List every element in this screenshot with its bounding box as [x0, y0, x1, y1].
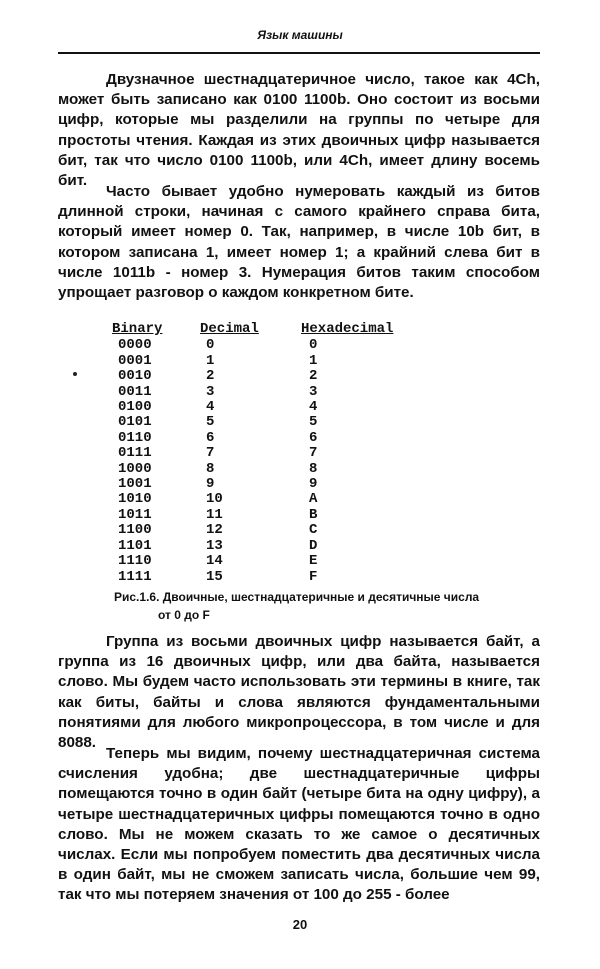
decimal-cell: 10 [206, 491, 223, 508]
binary-cell: 0101 [118, 414, 152, 431]
paragraph-4: Теперь мы видим, почему шестнадцатеричная система счисления удобна; две шестнадцатеричные цифры помещаются точно в один байт (четыре бита на одну цифру), а четыре шестнадцатеричных цифры помещаются точно в одно слово. Мы не можем сказать то же самое о десятичных числах. Если мы попробуем поместить два десятичных числа в один байт, мы не сможем записать числа, большие чем 99, так что мы потеряем значения от 100 до 255 - более [58, 745, 540, 904]
table-row [112, 415, 393, 430]
table-row [112, 539, 393, 554]
figure-caption [114, 588, 544, 624]
decimal-cell: 1 [206, 352, 215, 369]
binary-cell: 0010 [118, 368, 152, 385]
decimal-cell: 3 [206, 383, 215, 400]
hex-cell: 5 [309, 414, 318, 431]
paragraph-3: Группа из восьми двоичных цифр называется байт, а группа из 16 двоичных цифр, или два байта, называется слово. Мы будем часто использовать эти термины в книге, так как биты, байты и слова являются фундаментальными понятиями для любого микропроцессора, в том числе и для 8088. [58, 633, 540, 752]
table-row [112, 354, 393, 369]
hex-cell: F [309, 568, 318, 585]
decimal-cell: 14 [206, 553, 223, 570]
binary-cell: 0110 [118, 429, 152, 446]
table-row [112, 385, 393, 400]
decimal-cell: 6 [206, 429, 215, 446]
decimal-cell: 8 [206, 460, 215, 477]
header-binary: Binary [112, 321, 163, 337]
binary-cell: 1011 [118, 506, 152, 523]
decimal-cell: 4 [206, 399, 215, 416]
binary-cell: 0000 [118, 337, 152, 354]
binary-cell: 1111 [118, 568, 152, 585]
binary-cell: 1001 [118, 476, 152, 493]
hex-cell: 6 [309, 429, 318, 446]
header-decimal: Decimal [200, 321, 259, 337]
table-header-row [112, 322, 393, 338]
header-hexadecimal: Hexadecimal [301, 321, 394, 337]
binary-cell: 1101 [118, 537, 152, 554]
decimal-cell: 2 [206, 368, 215, 385]
decimal-cell: 15 [206, 568, 223, 585]
running-head: Язык машины [257, 28, 343, 42]
hex-cell: 0 [309, 337, 318, 354]
hex-cell: E [309, 553, 318, 570]
hex-cell: 8 [309, 460, 318, 477]
binary-cell: 0001 [118, 352, 152, 369]
decimal-cell: 12 [206, 522, 223, 539]
decimal-cell: 7 [206, 445, 215, 462]
caption-line-2: от 0 до F [158, 608, 210, 622]
table-row [112, 508, 393, 523]
hex-cell: 3 [309, 383, 318, 400]
hex-cell: C [309, 522, 318, 539]
table-row [112, 400, 393, 415]
caption-line-1: Рис.1.6. Двоичные, шестнадцатеричные и десятичные числа [114, 590, 480, 604]
table-row [112, 431, 393, 446]
binary-cell: 0011 [118, 383, 152, 400]
hex-cell: D [309, 537, 318, 554]
hex-cell: A [309, 491, 318, 508]
decimal-cell: 9 [206, 476, 215, 493]
conversion-table-figure [112, 322, 472, 585]
hex-cell: 7 [309, 445, 318, 462]
table-row [112, 369, 393, 384]
page-number: 20 [292, 917, 308, 932]
table-row [112, 492, 393, 507]
table-row [112, 338, 393, 353]
table-row [112, 554, 393, 569]
table-row [112, 477, 393, 492]
table-row [112, 462, 393, 477]
table-row [112, 446, 393, 461]
binary-cell: 1100 [118, 522, 152, 539]
hex-cell: B [309, 506, 318, 523]
header-rule [58, 52, 540, 54]
hex-cell: 1 [309, 352, 318, 369]
conversion-table [112, 322, 393, 585]
stray-dot [73, 372, 77, 376]
binary-cell: 0100 [118, 399, 152, 416]
decimal-cell: 5 [206, 414, 215, 431]
paragraph-1: Двузначное шестнадцатеричное число, такое как 4Ch, может быть записано как 0100 1100b. Оно состоит из восьми цифр, которые мы разделили на группы по четыре для простоты чтения. Каждая из этих двоичных цифр называется бит, так что число 0100 1100b, или 4Ch, имеет длину восемь бит. [58, 71, 540, 190]
table-row [112, 523, 393, 538]
binary-cell: 1010 [118, 491, 152, 508]
table-row [112, 570, 393, 585]
binary-cell: 1000 [118, 460, 152, 477]
hex-cell: 4 [309, 399, 318, 416]
decimal-cell: 11 [206, 506, 223, 523]
decimal-cell: 0 [206, 337, 215, 354]
hex-cell: 2 [309, 368, 318, 385]
decimal-cell: 13 [206, 537, 223, 554]
binary-cell: 1110 [118, 553, 152, 570]
hex-cell: 9 [309, 476, 318, 493]
binary-cell: 0111 [118, 445, 152, 462]
paragraph-2: Часто бывает удобно нумеровать каждый из битов длинной строки, начиная с самого крайнего справа бита, который имеет номер 0. Так, например, в числе 10b бит, в котором записана 1, имеет номер 1; а крайний слева бит в числе 1011b - номер 3. Нумерация битов таким способом упрощает разговор о каждом конкретном бите. [58, 183, 540, 302]
